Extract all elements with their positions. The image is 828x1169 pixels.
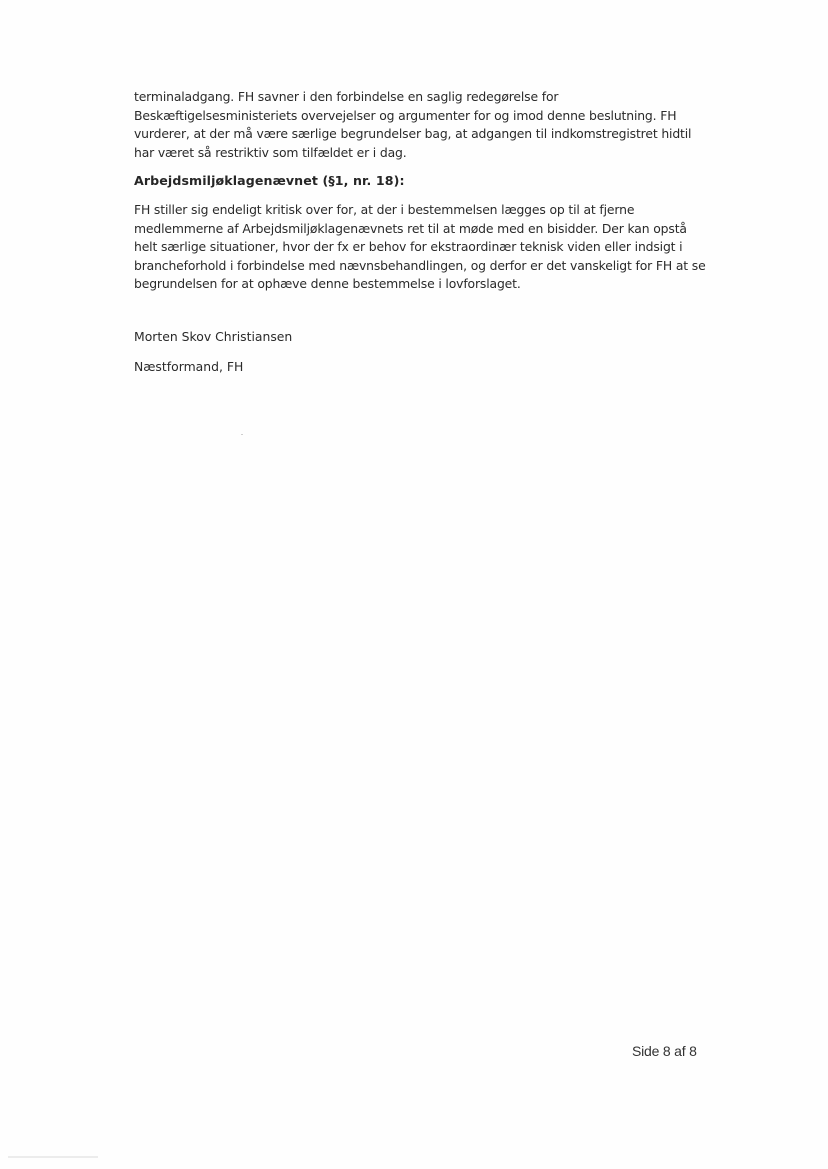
scan-speck: [241, 434, 243, 435]
paragraph-line: begrundelsen for at ophæve denne bestemmelse i lovforslaget.: [134, 276, 521, 292]
signature-title: Næstformand, FH: [134, 359, 244, 374]
paragraph-line: FH stiller sig endeligt kritisk over for, at der i bestemmelsen lægges op til at fjerne: [134, 202, 635, 217]
paragraph-line: vurderer, at der må være særlige begrundelser bag, at adgangen til indkomstregistret hidtil: [134, 126, 692, 142]
signature-name: Morten Skov Christiansen: [134, 329, 293, 344]
section-heading: Arbejdsmiljøklagenævnet (§1, nr. 18):: [134, 173, 405, 188]
paragraph-line: terminaladgang. FH savner i den forbindelse en saglig redegørelse for: [134, 89, 559, 104]
paragraph-line: brancheforhold i forbindelse med nævnsbehandlingen, og derfor er det vanskeligt for FH at se: [134, 257, 706, 273]
page-number: Side 8 af 8: [632, 1043, 697, 1059]
paragraph-line: har været så restriktiv som tilfældet er i dag.: [134, 144, 407, 160]
scan-edge-mark: [8, 1156, 98, 1158]
body-paragraph: [134, 201, 704, 294]
paragraph-line: Beskæftigelsesministeriets overvejelser og argumenter for og imod denne beslutning. FH: [134, 107, 677, 123]
body-paragraph: [134, 88, 704, 162]
paragraph-line: medlemmerne af Arbejdsmiljøklagenævnets ret til at møde med en bisidder. Der kan opstå: [134, 220, 687, 236]
paragraph-line: helt særlige situationer, hvor der fx er behov for ekstraordinær teknisk viden eller indsigt i: [134, 239, 683, 255]
